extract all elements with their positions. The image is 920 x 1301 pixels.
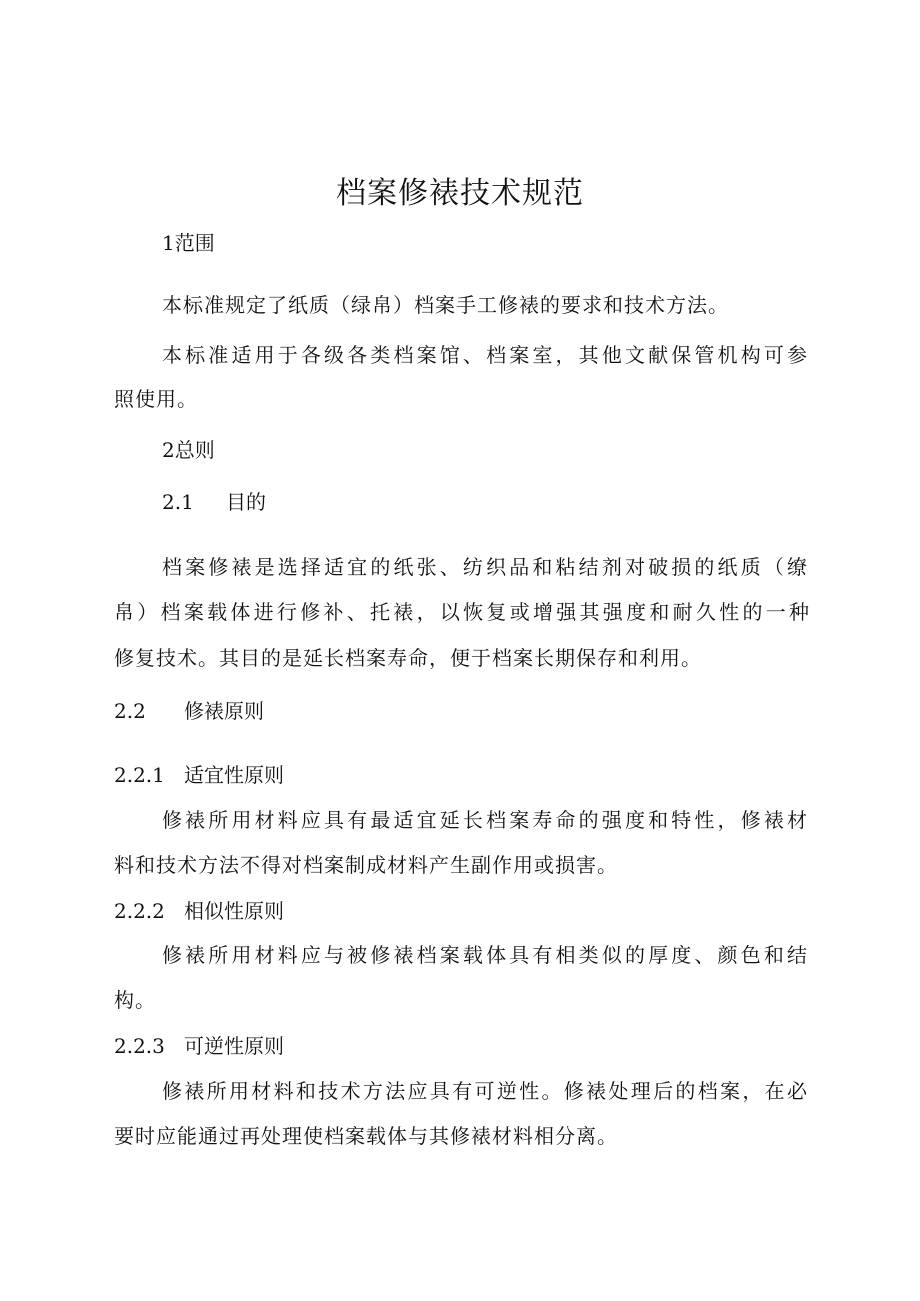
section-2-2-1-paragraph-line-1: 修裱所用材料应具有最适宜延长档案寿命的强度和特性，修裱材 [162,808,808,832]
section-2-2-3-paragraph-line-1: 修裱所用材料和技术方法应具有可逆性。修裱处理后的档案，在必 [162,1079,808,1103]
section-2-2-3-paragraph-line-2: 要时应能通过再处理使档案载体与其修裱材料相分离。 [114,1124,618,1148]
section-2-2-3-heading [114,1032,284,1060]
section-1-paragraph-1: 本标准规定了纸质（绿帛）档案手工修裱的要求和技术方法。 [162,293,729,317]
section-1-paragraph-2-line-1: 本标准适用于各级各类档案馆、档案室，其他文献保管机构可参 [162,343,808,367]
section-2-1-paragraph-line-3: 修复技术。其目的是延长档案寿命，便于档案长期保存和利用。 [114,646,702,670]
section-2-1-paragraph-line-1: 档案修裱是选择适宜的纸张、纺织品和粘结剂对破损的纸质（缭 [162,555,808,579]
section-2-2-1-heading [114,761,284,789]
section-1-heading: 1范围 [162,231,215,255]
section-2-2-2-paragraph-line-1: 修裱所用材料应与被修裱档案载体具有相类似的厚度、颜色和结 [162,943,808,967]
section-number: 2.2.2 [114,899,165,923]
section-title: 修裱原则 [184,699,264,723]
section-number: 2.2.3 [114,1034,165,1058]
section-2-2-1-paragraph-line-2: 料和技术方法不得对档案制成材料产生副作用或损害。 [114,853,618,877]
section-number: 2.1 [162,490,194,514]
section-title: 目的 [226,490,266,514]
section-2-1-heading [162,488,266,516]
section-title: 相似性原则 [184,899,284,923]
document-title: 档案修裱技术规范 [336,176,584,211]
section-2-2-2-heading [114,897,284,925]
section-2-2-2-paragraph-line-2: 构。 [114,988,156,1012]
section-2-heading: 2总则 [162,438,215,462]
section-title: 可逆性原则 [184,1034,284,1058]
section-2-2-heading [114,697,264,725]
section-1-paragraph-2-line-2: 照使用。 [114,387,198,411]
section-number: 2.2 [114,699,146,723]
section-title: 适宜性原则 [184,763,284,787]
section-number: 2.2.1 [114,763,165,787]
section-2-1-paragraph-line-2: 帛）档案载体进行修补、托裱，以恢复或增强其强度和耐久性的一种 [114,600,810,624]
